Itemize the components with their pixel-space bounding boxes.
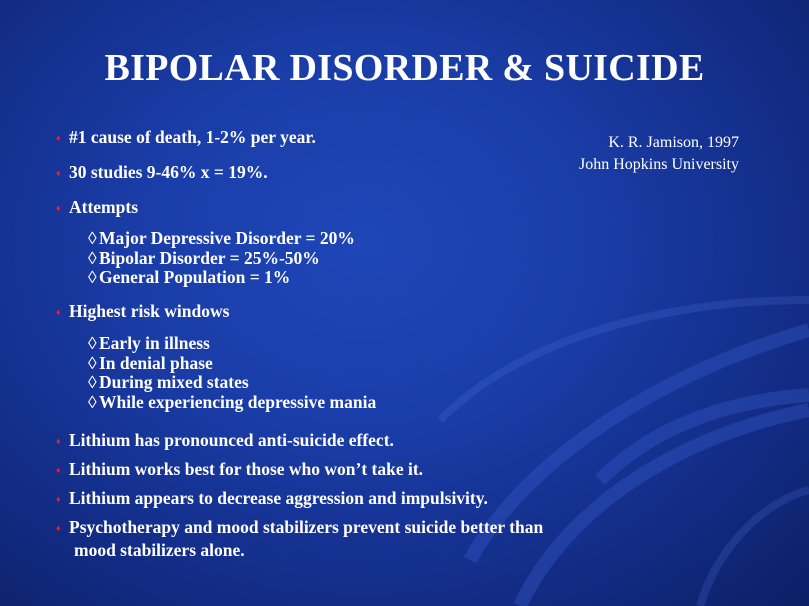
bullet-item: ♦ Lithium has pronounced anti-suicide effect. [56,430,394,450]
bullet-marker-icon: ♦ [56,133,61,143]
bullet-marker-icon: ♦ [56,465,61,475]
sub-list-item: ◊ While experiencing depressive mania [88,391,377,412]
sub-list-item: ◊ General Population = 1% [88,267,291,287]
bullet-marker-icon: ♦ [56,523,61,533]
bullet-item: ♦ Highest risk windows [56,301,230,321]
citation-author: K. R. Jamison, 1997 [608,134,739,151]
sub-list-item: ◊ In denial phase [88,352,213,373]
bullet-item: ♦ Attempts [56,197,139,217]
bullet-marker-icon: ♦ [56,203,61,213]
diamond-bullet-icon: ◊ [88,228,97,248]
citation-institution: John Hopkins University [579,156,739,173]
bullet-item: ♦ Lithium works best for those who won’t take it. [56,459,424,479]
bullet-item: ♦ Lithium appears to decrease aggression and impulsivity. [56,488,488,508]
citation [579,132,739,176]
diamond-bullet-icon: ◊ [88,352,97,373]
diamond-bullet-icon: ◊ [88,267,97,287]
sub-list-item: ◊ During mixed states [88,372,249,392]
bullet-marker-icon: ♦ [56,307,61,317]
bullet-item: ♦ 30 studies 9-46% x = 19%. [56,162,268,182]
sub-list-item: ◊ Early in illness [88,333,210,353]
bullet-marker-icon: ♦ [56,436,61,446]
bullet-marker-icon: ♦ [56,168,61,178]
bullet-item: ♦ Psychotherapy and mood stabilizers prevent suicide better than [56,517,544,537]
sub-list-item: ◊ Major Depressive Disorder = 20% [88,228,355,248]
diamond-bullet-icon: ◊ [88,372,97,392]
diamond-bullet-icon: ◊ [88,247,97,268]
bullet-item: ♦ #1 cause of death, 1-2% per year. [56,127,316,147]
slide-title: BIPOLAR DISORDER & SUICIDE [104,47,705,89]
bullet-marker-icon: ♦ [56,494,61,504]
diamond-bullet-icon: ◊ [88,391,97,412]
diamond-bullet-icon: ◊ [88,333,97,353]
bullet-continuation: mood stabilizers alone. [74,540,245,560]
sub-list-item: ◊ Bipolar Disorder = 25%-50% [88,247,320,268]
